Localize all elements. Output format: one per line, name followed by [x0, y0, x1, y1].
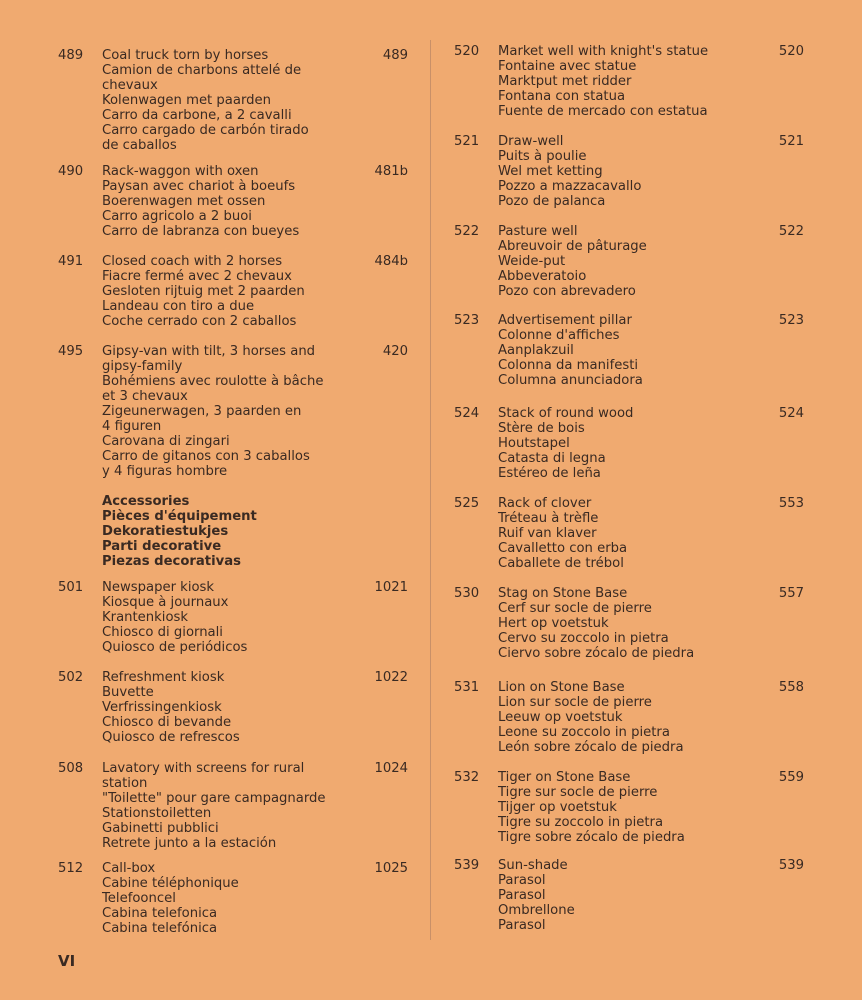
- line: y 4 figuras hombre: [102, 464, 228, 479]
- line: Kolenwagen met paarden: [102, 93, 271, 108]
- line: Stag on Stone Base: [498, 586, 628, 601]
- reference-number: 558: [778, 680, 804, 695]
- item-description: [498, 496, 627, 571]
- line: Cabina telefónica: [102, 921, 218, 936]
- line: et 3 chevaux: [102, 389, 188, 404]
- reference-number: 521: [778, 134, 804, 149]
- item-number: 489: [58, 48, 84, 63]
- line: Chiosco di bevande: [102, 715, 232, 730]
- line: Houtstapel: [498, 436, 570, 451]
- line: Refreshment kiosk: [102, 670, 225, 685]
- line: Advertisement pillar: [498, 313, 632, 328]
- line: Gabinetti pubblici: [102, 821, 219, 836]
- line: Estéreo de leña: [498, 466, 601, 481]
- item-description: [102, 761, 326, 851]
- item-description: [102, 254, 305, 329]
- line: Gipsy-van with tilt, 3 horses and: [102, 344, 316, 359]
- item-description: [102, 861, 239, 936]
- line: Carovana di zingari: [102, 434, 230, 449]
- item-description: [102, 670, 240, 745]
- line: Carro de labranza con bueyes: [102, 224, 300, 239]
- line: gipsy-family: [102, 359, 183, 374]
- line: Cerf sur socle de pierre: [498, 601, 652, 616]
- item-number: 490: [58, 164, 84, 179]
- line: Wel met ketting: [498, 164, 603, 179]
- line: Boerenwagen met ossen: [102, 194, 266, 209]
- line: Ruif van klaver: [498, 526, 597, 541]
- line: Retrete junto a la estación: [102, 836, 277, 851]
- line: Aanplakzuil: [498, 343, 574, 358]
- line: Lion on Stone Base: [498, 680, 625, 695]
- line: Stère de bois: [498, 421, 585, 436]
- line: Call-box: [102, 861, 156, 876]
- line: Pozo de palanca: [498, 194, 606, 209]
- item-number: 501: [58, 580, 84, 595]
- line: Telefooncel: [102, 891, 176, 906]
- line: Rack of clover: [498, 496, 592, 511]
- reference-number: 1025: [374, 861, 408, 876]
- line: Closed coach with 2 horses: [102, 254, 283, 269]
- line: Colonne d'affiches: [498, 328, 620, 343]
- line: Gesloten rijtuig met 2 paarden: [102, 284, 305, 299]
- line: Tigre sur socle de pierre: [498, 785, 658, 800]
- reference-number: 484b: [374, 254, 408, 269]
- line: Carro de gitanos con 3 caballos: [102, 449, 310, 464]
- column-divider: [430, 40, 431, 940]
- reference-number: 523: [778, 313, 804, 328]
- line: Carro agricolo a 2 buoi: [102, 209, 252, 224]
- item-number: 531: [454, 680, 480, 695]
- line: Chiosco di giornali: [102, 625, 223, 640]
- item-description: [102, 344, 323, 479]
- reference-number: 1024: [374, 761, 408, 776]
- line: Caballete de trébol: [498, 556, 624, 571]
- item-description: [498, 770, 685, 845]
- line: Stationstoiletten: [102, 806, 212, 821]
- line: Stack of round wood: [498, 406, 634, 421]
- line: Tiger on Stone Base: [498, 770, 631, 785]
- line: Tréteau à trèfle: [498, 511, 599, 526]
- line: Leone su zoccolo in pietra: [498, 725, 670, 740]
- reference-number: 522: [778, 224, 804, 239]
- line: Coal truck torn by horses: [102, 48, 269, 63]
- line: Rack-waggon with oxen: [102, 164, 259, 179]
- item-description: [498, 313, 643, 388]
- item-number: 491: [58, 254, 84, 269]
- line: "Toilette" pour gare campagnarde: [102, 791, 326, 806]
- item-description: [102, 580, 247, 655]
- item-number: 520: [454, 44, 480, 59]
- line: Quiosco de periódicos: [102, 640, 248, 655]
- item-number: 522: [454, 224, 480, 239]
- line: Bohémiens avec roulotte à bâche: [102, 374, 324, 389]
- item-number: 532: [454, 770, 480, 785]
- line: Coche cerrado con 2 caballos: [102, 314, 297, 329]
- line: Newspaper kiosk: [102, 580, 215, 595]
- line: Krantenkiosk: [102, 610, 189, 625]
- line: Kiosque à journaux: [102, 595, 229, 610]
- line: Columna anunciadora: [498, 373, 643, 388]
- item-number: 525: [454, 496, 480, 511]
- heading-line: Piezas decorativas: [102, 554, 241, 569]
- line: Buvette: [102, 685, 154, 700]
- line: Marktput met ridder: [498, 74, 632, 89]
- reference-number: 1022: [374, 670, 408, 685]
- line: León sobre zócalo de piedra: [498, 740, 684, 755]
- line: Catasta di legna: [498, 451, 606, 466]
- line: Cervo su zoccolo in pietra: [498, 631, 669, 646]
- item-description: [498, 406, 633, 481]
- line: Fiacre fermé avec 2 chevaux: [102, 269, 292, 284]
- item-description: [498, 586, 694, 661]
- line: Zigeunerwagen, 3 paarden en: [102, 404, 302, 419]
- line: Draw-well: [498, 134, 564, 149]
- reference-number: 420: [382, 344, 408, 359]
- item-number: 502: [58, 670, 84, 685]
- heading-line: Parti decorative: [102, 539, 222, 554]
- line: Parasol: [498, 918, 546, 933]
- page-number: VI: [58, 952, 76, 970]
- item-number: 495: [58, 344, 84, 359]
- item-number: 523: [454, 313, 480, 328]
- line: 4 figuren: [102, 419, 162, 434]
- item-number: 530: [454, 586, 480, 601]
- item-number: 521: [454, 134, 480, 149]
- line: station: [102, 776, 148, 791]
- line: Parasol: [498, 888, 546, 903]
- line: Cavalletto con erba: [498, 541, 628, 556]
- item-number: 512: [58, 861, 84, 876]
- line: Puits à poulie: [498, 149, 587, 164]
- line: Paysan avec chariot à boeufs: [102, 179, 296, 194]
- item-description: [498, 224, 647, 299]
- line: Carro da carbone, a 2 cavalli: [102, 108, 292, 123]
- item-description: [498, 680, 684, 755]
- line: Pozzo a mazzacavallo: [498, 179, 642, 194]
- line: Sun-shade: [498, 858, 568, 873]
- item-description: [498, 858, 575, 933]
- accessories-heading: [102, 494, 257, 569]
- reference-number: 524: [778, 406, 804, 421]
- line: Ombrellone: [498, 903, 575, 918]
- line: Fontaine avec statue: [498, 59, 637, 74]
- line: Colonna da manifesti: [498, 358, 639, 373]
- line: Carro cargado de carbón tirado: [102, 123, 309, 138]
- line: Abbeveratoio: [498, 269, 587, 284]
- line: Fontana con statua: [498, 89, 626, 104]
- line: Tigre sobre zócalo de piedra: [498, 830, 685, 845]
- line: Landeau con tiro a due: [102, 299, 255, 314]
- heading-line: Accessories: [102, 494, 190, 509]
- line: Pozo con abrevadero: [498, 284, 636, 299]
- reference-number: 520: [778, 44, 804, 59]
- reference-number: 1021: [374, 580, 408, 595]
- line: Abreuvoir de pâturage: [498, 239, 647, 254]
- item-description: [102, 48, 309, 153]
- reference-number: 557: [778, 586, 804, 601]
- reference-number: 481b: [374, 164, 408, 179]
- line: chevaux: [102, 78, 158, 93]
- line: Lavatory with screens for rural: [102, 761, 305, 776]
- line: Pasture well: [498, 224, 578, 239]
- line: Ciervo sobre zócalo de piedra: [498, 646, 695, 661]
- line: de caballos: [102, 138, 177, 153]
- item-description: [102, 164, 299, 239]
- line: Tigre su zoccolo in pietra: [498, 815, 664, 830]
- item-description: [498, 44, 708, 119]
- line: Quiosco de refrescos: [102, 730, 240, 745]
- item-description: [498, 134, 641, 209]
- reference-number: 559: [778, 770, 804, 785]
- line: Parasol: [498, 873, 546, 888]
- heading-line: Dekoratiestukjes: [102, 524, 229, 539]
- line: Cabina telefonica: [102, 906, 218, 921]
- item-number: 524: [454, 406, 480, 421]
- reference-number: 539: [778, 858, 804, 873]
- line: Camion de charbons attelé de: [102, 63, 302, 78]
- line: Lion sur socle de pierre: [498, 695, 652, 710]
- line: Leeuw op voetstuk: [498, 710, 623, 725]
- reference-number: 489: [382, 48, 408, 63]
- line: Tijger op voetstuk: [498, 800, 617, 815]
- item-number: 539: [454, 858, 480, 873]
- line: Verfrissingenkiosk: [102, 700, 222, 715]
- line: Weide-put: [498, 254, 566, 269]
- line: Fuente de mercado con estatua: [498, 104, 708, 119]
- reference-number: 553: [778, 496, 804, 511]
- line: Hert op voetstuk: [498, 616, 609, 631]
- line: Cabine téléphonique: [102, 876, 239, 891]
- heading-line: Pièces d'équipement: [102, 509, 257, 524]
- item-number: 508: [58, 761, 84, 776]
- line: Market well with knight's statue: [498, 44, 709, 59]
